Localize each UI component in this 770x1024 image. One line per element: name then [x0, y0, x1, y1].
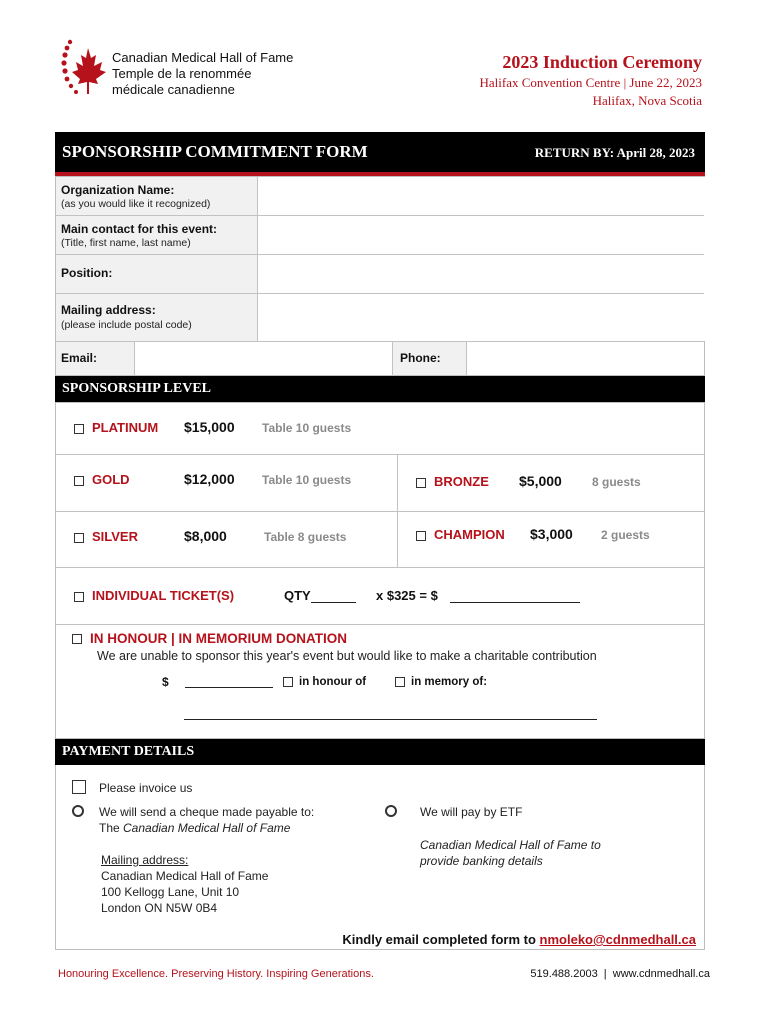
event-venue: Halifax Convention Centre | June 22, 2023 — [479, 75, 702, 90]
platinum-guests: Table 10 guests — [262, 421, 352, 435]
in-memory-checkbox[interactable] — [395, 677, 405, 687]
email-field[interactable] — [136, 343, 390, 374]
email-label: Email: — [61, 351, 98, 365]
payment-details-bar — [55, 739, 705, 765]
honour-donation-option[interactable] — [72, 631, 347, 646]
contact-email-link[interactable]: nmoleko@cdnmedhall.ca — [539, 932, 696, 947]
form-title: SPONSORSHIP COMMITMENT FORM — [62, 142, 368, 161]
phone-label: Phone: — [400, 351, 441, 365]
gold-price: $12,000 — [184, 471, 235, 487]
champion-price: $3,000 — [530, 526, 573, 542]
cheque-payee: Canadian Medical Hall of Fame — [123, 821, 291, 835]
donation-amount-field[interactable] — [185, 687, 273, 688]
maple-leaf-icon — [60, 38, 108, 102]
footer-tagline: Honouring Excellence. Preserving History. Inspiring Generations. — [58, 968, 374, 980]
bronze-label: BRONZE — [434, 474, 489, 489]
platinum-checkbox[interactable] — [74, 424, 84, 434]
ticket-total-field[interactable] — [450, 602, 580, 603]
sponsorship-section — [55, 402, 705, 739]
form-title-bar — [55, 132, 705, 172]
champion-option[interactable] — [416, 527, 505, 542]
in-honour-option[interactable] — [283, 676, 366, 688]
mailing-address-field[interactable] — [259, 295, 703, 340]
event-title: 2023 Induction Ceremony — [502, 52, 702, 72]
logo-line-3: médicale canadienne — [112, 82, 235, 97]
event-city: Halifax, Nova Scotia — [592, 93, 702, 108]
logo-line-2: Temple de la renommée — [112, 66, 252, 81]
org-name-field[interactable] — [259, 178, 703, 214]
email-instruction — [342, 932, 696, 947]
email-instruction-text: Kindly email completed form to — [342, 932, 536, 947]
org-name-hint: (as you would like it recognized) — [61, 198, 211, 210]
silver-checkbox[interactable] — [74, 533, 84, 543]
cheque-radio[interactable] — [72, 805, 84, 817]
gold-label: GOLD — [92, 472, 130, 487]
silver-price: $8,000 — [184, 528, 227, 544]
platinum-price: $15,000 — [184, 419, 235, 435]
mailing-address-line-1: Canadian Medical Hall of Fame — [101, 869, 269, 883]
main-contact-hint: (Title, first name, last name) — [61, 237, 191, 249]
silver-label: SILVER — [92, 529, 138, 544]
sponsorship-level-heading: SPONSORSHIP LEVEL — [62, 381, 211, 396]
honour-donation-checkbox[interactable] — [72, 634, 82, 644]
invoice-checkbox[interactable] — [72, 780, 86, 794]
main-contact-field[interactable] — [259, 217, 703, 253]
mailing-address-hint: (please include postal code) — [61, 319, 192, 331]
return-by: RETURN BY: April 28, 2023 — [534, 145, 695, 160]
qty-label: QTY — [284, 588, 311, 603]
payment-details-heading: PAYMENT DETAILS — [62, 744, 195, 759]
form-fields — [55, 176, 705, 376]
cheque-payee-prefix: The — [99, 821, 124, 835]
cheque-line-1: We will send a cheque made payable to: — [99, 805, 315, 819]
bronze-price: $5,000 — [519, 473, 562, 489]
platinum-label: PLATINUM — [92, 420, 159, 435]
logo — [60, 38, 310, 102]
bronze-option[interactable] — [416, 474, 489, 489]
etf-note-line-2: provide banking details — [420, 854, 543, 868]
logo-line-1: Canadian Medical Hall of Fame — [112, 50, 294, 65]
cheque-line-2 — [99, 820, 290, 836]
etf-radio[interactable] — [385, 805, 397, 817]
silver-guests: Table 8 guests — [264, 530, 347, 544]
org-name-label: Organization Name: — [61, 183, 175, 197]
champion-label: CHAMPION — [434, 527, 505, 542]
in-memory-option[interactable] — [395, 676, 487, 688]
individual-ticket-label: INDIVIDUAL TICKET(S) — [92, 588, 235, 603]
in-honour-checkbox[interactable] — [283, 677, 293, 687]
gold-checkbox[interactable] — [74, 476, 84, 486]
champion-guests: 2 guests — [601, 528, 650, 542]
mailing-address-label: Mailing address: — [61, 303, 156, 317]
invoice-label: Please invoice us — [99, 781, 193, 795]
mailing-address-line-2: 100 Kellogg Lane, Unit 10 — [101, 885, 240, 899]
honour-donation-description: We are unable to sponsor this year's event but would like to make a charitable contribution — [97, 649, 597, 663]
mailing-address-heading: Mailing address: — [101, 853, 189, 867]
position-label: Position: — [61, 266, 113, 280]
phone-field[interactable] — [468, 343, 702, 374]
honouree-name-field[interactable] — [184, 719, 597, 720]
position-field[interactable] — [259, 256, 703, 292]
etf-note-line-1: Canadian Medical Hall of Fame to — [420, 838, 601, 852]
mailing-address-line-3: London ON N5W 0B4 — [101, 901, 218, 915]
in-memory-label: in memory of: — [411, 676, 488, 688]
gold-option[interactable] — [74, 472, 130, 487]
qty-field[interactable] — [311, 602, 356, 603]
honour-donation-title: IN HONOUR | IN MEMORIUM DONATION — [90, 631, 348, 646]
sponsorship-level-bar — [55, 376, 705, 402]
etf-label: We will pay by ETF — [420, 805, 523, 819]
gold-guests: Table 10 guests — [262, 473, 352, 487]
bronze-checkbox[interactable] — [416, 478, 426, 488]
main-contact-label: Main contact for this event: — [61, 222, 218, 236]
individual-ticket-checkbox[interactable] — [74, 592, 84, 602]
individual-ticket-option[interactable] — [74, 588, 234, 603]
champion-checkbox[interactable] — [416, 531, 426, 541]
platinum-option[interactable] — [74, 420, 158, 435]
footer-contact: 519.488.2003 | www.cdnmedhall.ca — [530, 968, 710, 980]
bronze-guests: 8 guests — [592, 475, 641, 489]
in-honour-label: in honour of — [299, 676, 367, 688]
ticket-calc: x $325 = $ — [376, 588, 438, 603]
silver-option[interactable] — [74, 529, 138, 544]
donation-dollar: $ — [162, 675, 169, 689]
